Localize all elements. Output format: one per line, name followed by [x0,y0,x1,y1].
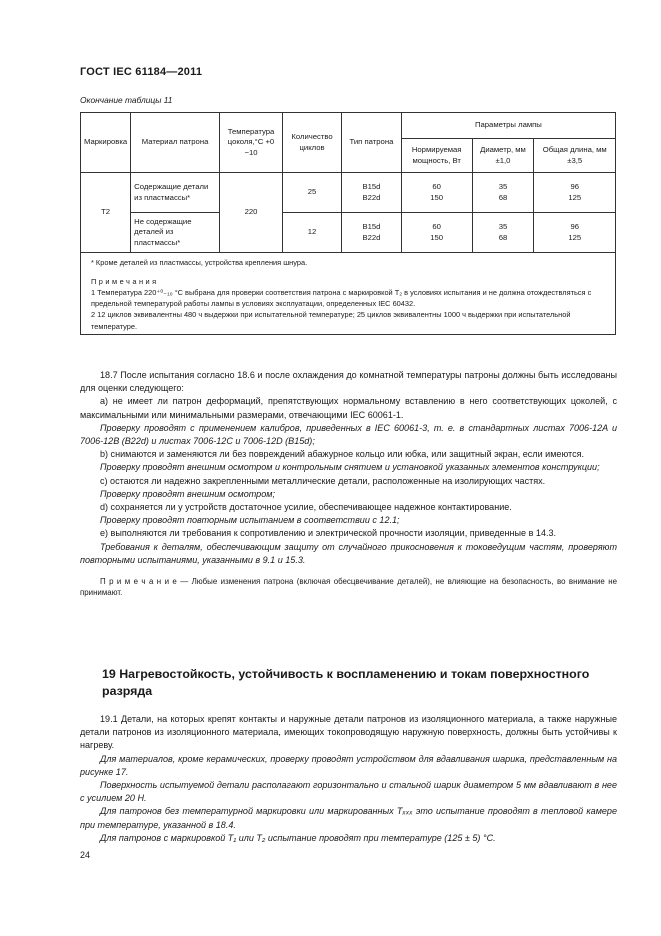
para-19-2: Для материалов, кроме керамических, проверку проводят устройством для вдавливания шарика, представленным на рисунке 17. [80,753,617,777]
cell-type-1: B15d B22d [342,173,402,213]
para-19-5: Для патронов с маркировкой T₁ или T₂ испытание проводят при температуре (125 ± 5) °C. [100,832,496,843]
section-18-7 [80,369,617,599]
cell-power-2: 60 150 [401,213,472,253]
col-header-cycles: Количество циклов [283,113,342,173]
document-header: ГОСТ IEC 61184—2011 [80,66,203,78]
col-header-material: Материал патрона [131,113,220,173]
col-header-temperature: Температура цоколя,°C +0 −10 [219,113,282,173]
cell-type-2: B15d B22d [342,213,402,253]
para-18-7-e: е) выполняются ли требования к сопротивлению и электрической прочности изоляции, приведенные в 14.3. [100,528,557,539]
section-19-heading: 19 Нагревостойкость, устойчивость к воспламенению и токам поверхностного разряда [102,667,590,698]
cell-cycles-2: 12 [283,213,342,253]
col-header-type: Тип патрона [342,113,402,173]
para-18-7-b-check: Проверку проводят внешним осмотром и контрольным снятием и установкой указанных элементов конструкции; [100,462,600,473]
col-header-length: Общая длина, мм ±3,5 [534,139,616,173]
table-caption: Окончание таблицы 11 [80,95,173,105]
para-18-7-c: с) остаются ли надежно закрепленными металлические детали, расположенные на изолирующих частях. [100,475,546,486]
table-note-2: 2 12 циклов эквивалентны 480 ч выдержки при испытательной температуре; 25 циклов эквивалентны 1000 ч выдержки при испытательной температуре. [91,310,571,331]
para-18-7-d-check: Проверку проводят повторным испытанием в соответствии с 12.1; [100,515,400,526]
lamp-holder-table [80,112,616,335]
cell-length-1: 96 125 [534,173,616,213]
table-note-1: 1 Температура 220⁺⁰₋₁₀ °C выбрана для проверки соответствия патрона с маркировкой T₂ в условиях испытания и не должна отождествляться с предельной температурой работы лампы в условиях эксплуатации, определенных IEC 60432. [91,288,592,309]
section-19 [80,713,617,845]
notes-title: Примечания [91,277,159,287]
table-notes [81,253,616,335]
cell-length-2: 96 125 [534,213,616,253]
para-18-7-a: а) не имеет ли патрон деформаций, препятствующих нормальному вставлению в него соответствующих цоколей, с максимальными или минимальными размерами, отвечающими IEC 60061-1. [80,396,617,420]
cell-diameter-2: 35 68 [472,213,534,253]
para-18-7-b: b) снимаются и заменяются ли без повреждений абажурное кольцо или юбка, или защитный экран, если имеются. [100,449,585,460]
para-18-7-c-check: Проверку проводят внешним осмотром; [100,488,275,499]
para-18-7-intro: 18.7 После испытания согласно 18.6 и после охлаждения до комнатной температуры патроны должны быть исследованы для оценки следующего: [80,370,617,394]
table-footnote: * Кроме деталей из пластмассы, устройства крепления шнура. [91,258,308,267]
cell-power-1: 60 150 [401,173,472,213]
para-18-7-a-check: Проверку проводят с применением калибров, приведенных в IEC 60061-3, т. е. в стандартных листах 7006-12A и 7006-12B (B22d) и листах 7006-12C и 7006-12D (B15d); [80,422,617,447]
para-19-3: Поверхность испытуемой детали располагают горизонтально и стальной шарик диаметром 5 мм вдавливают в нее с усилием 20 Н. [80,780,617,804]
note-label: П р и м е ч а н и е [100,577,177,587]
col-header-params: Параметры лампы [401,113,615,139]
col-header-power: Нормируемая мощность, Вт [401,139,472,173]
para-19-1: 19.1 Детали, на которых крепят контакты и наружные детали патронов из изоляционного материала, а также наружные детали патронов из изоляционного материала, имеющих токопроводящую наружную поверхность, должны быть устойчивы к нагреву. [80,714,617,751]
page-number: 24 [80,850,91,860]
note-text: — Любые изменения патрона (включая обесцвечивание деталей), не влияющие на безопасность, во внимание не принимают. [80,577,617,598]
para-18-7-e-check: Требования к деталям, обеспечивающим защиту от случайного прикосновения к токоведущим частям, проверяют повторными испытаниями, указанными в 9.1 и 15.3. [80,541,617,565]
cell-material-1: Содержащие детали из пластмассы* [131,173,220,213]
para-19-4: Для патронов без температурной маркировки или маркированных Tₓₓₓ это испытание проводят в тепловой камере при температуре, указанной в 18.4. [80,806,617,830]
col-header-marking: Маркировка [81,113,131,173]
cell-material-2: Не содержащие деталей из пластмассы* [131,213,220,253]
col-header-diameter: Диаметр, мм ±1,0 [472,139,534,173]
cell-diameter-1: 35 68 [472,173,534,213]
para-18-7-d: d) сохраняется ли у устройств достаточное усилие, обеспечивающее надежное контактирование. [100,502,512,513]
cell-temperature: 220 [219,173,282,253]
para-18-7-note [80,576,617,599]
cell-cycles-1: 25 [283,173,342,213]
cell-marking: T2 [81,173,131,253]
